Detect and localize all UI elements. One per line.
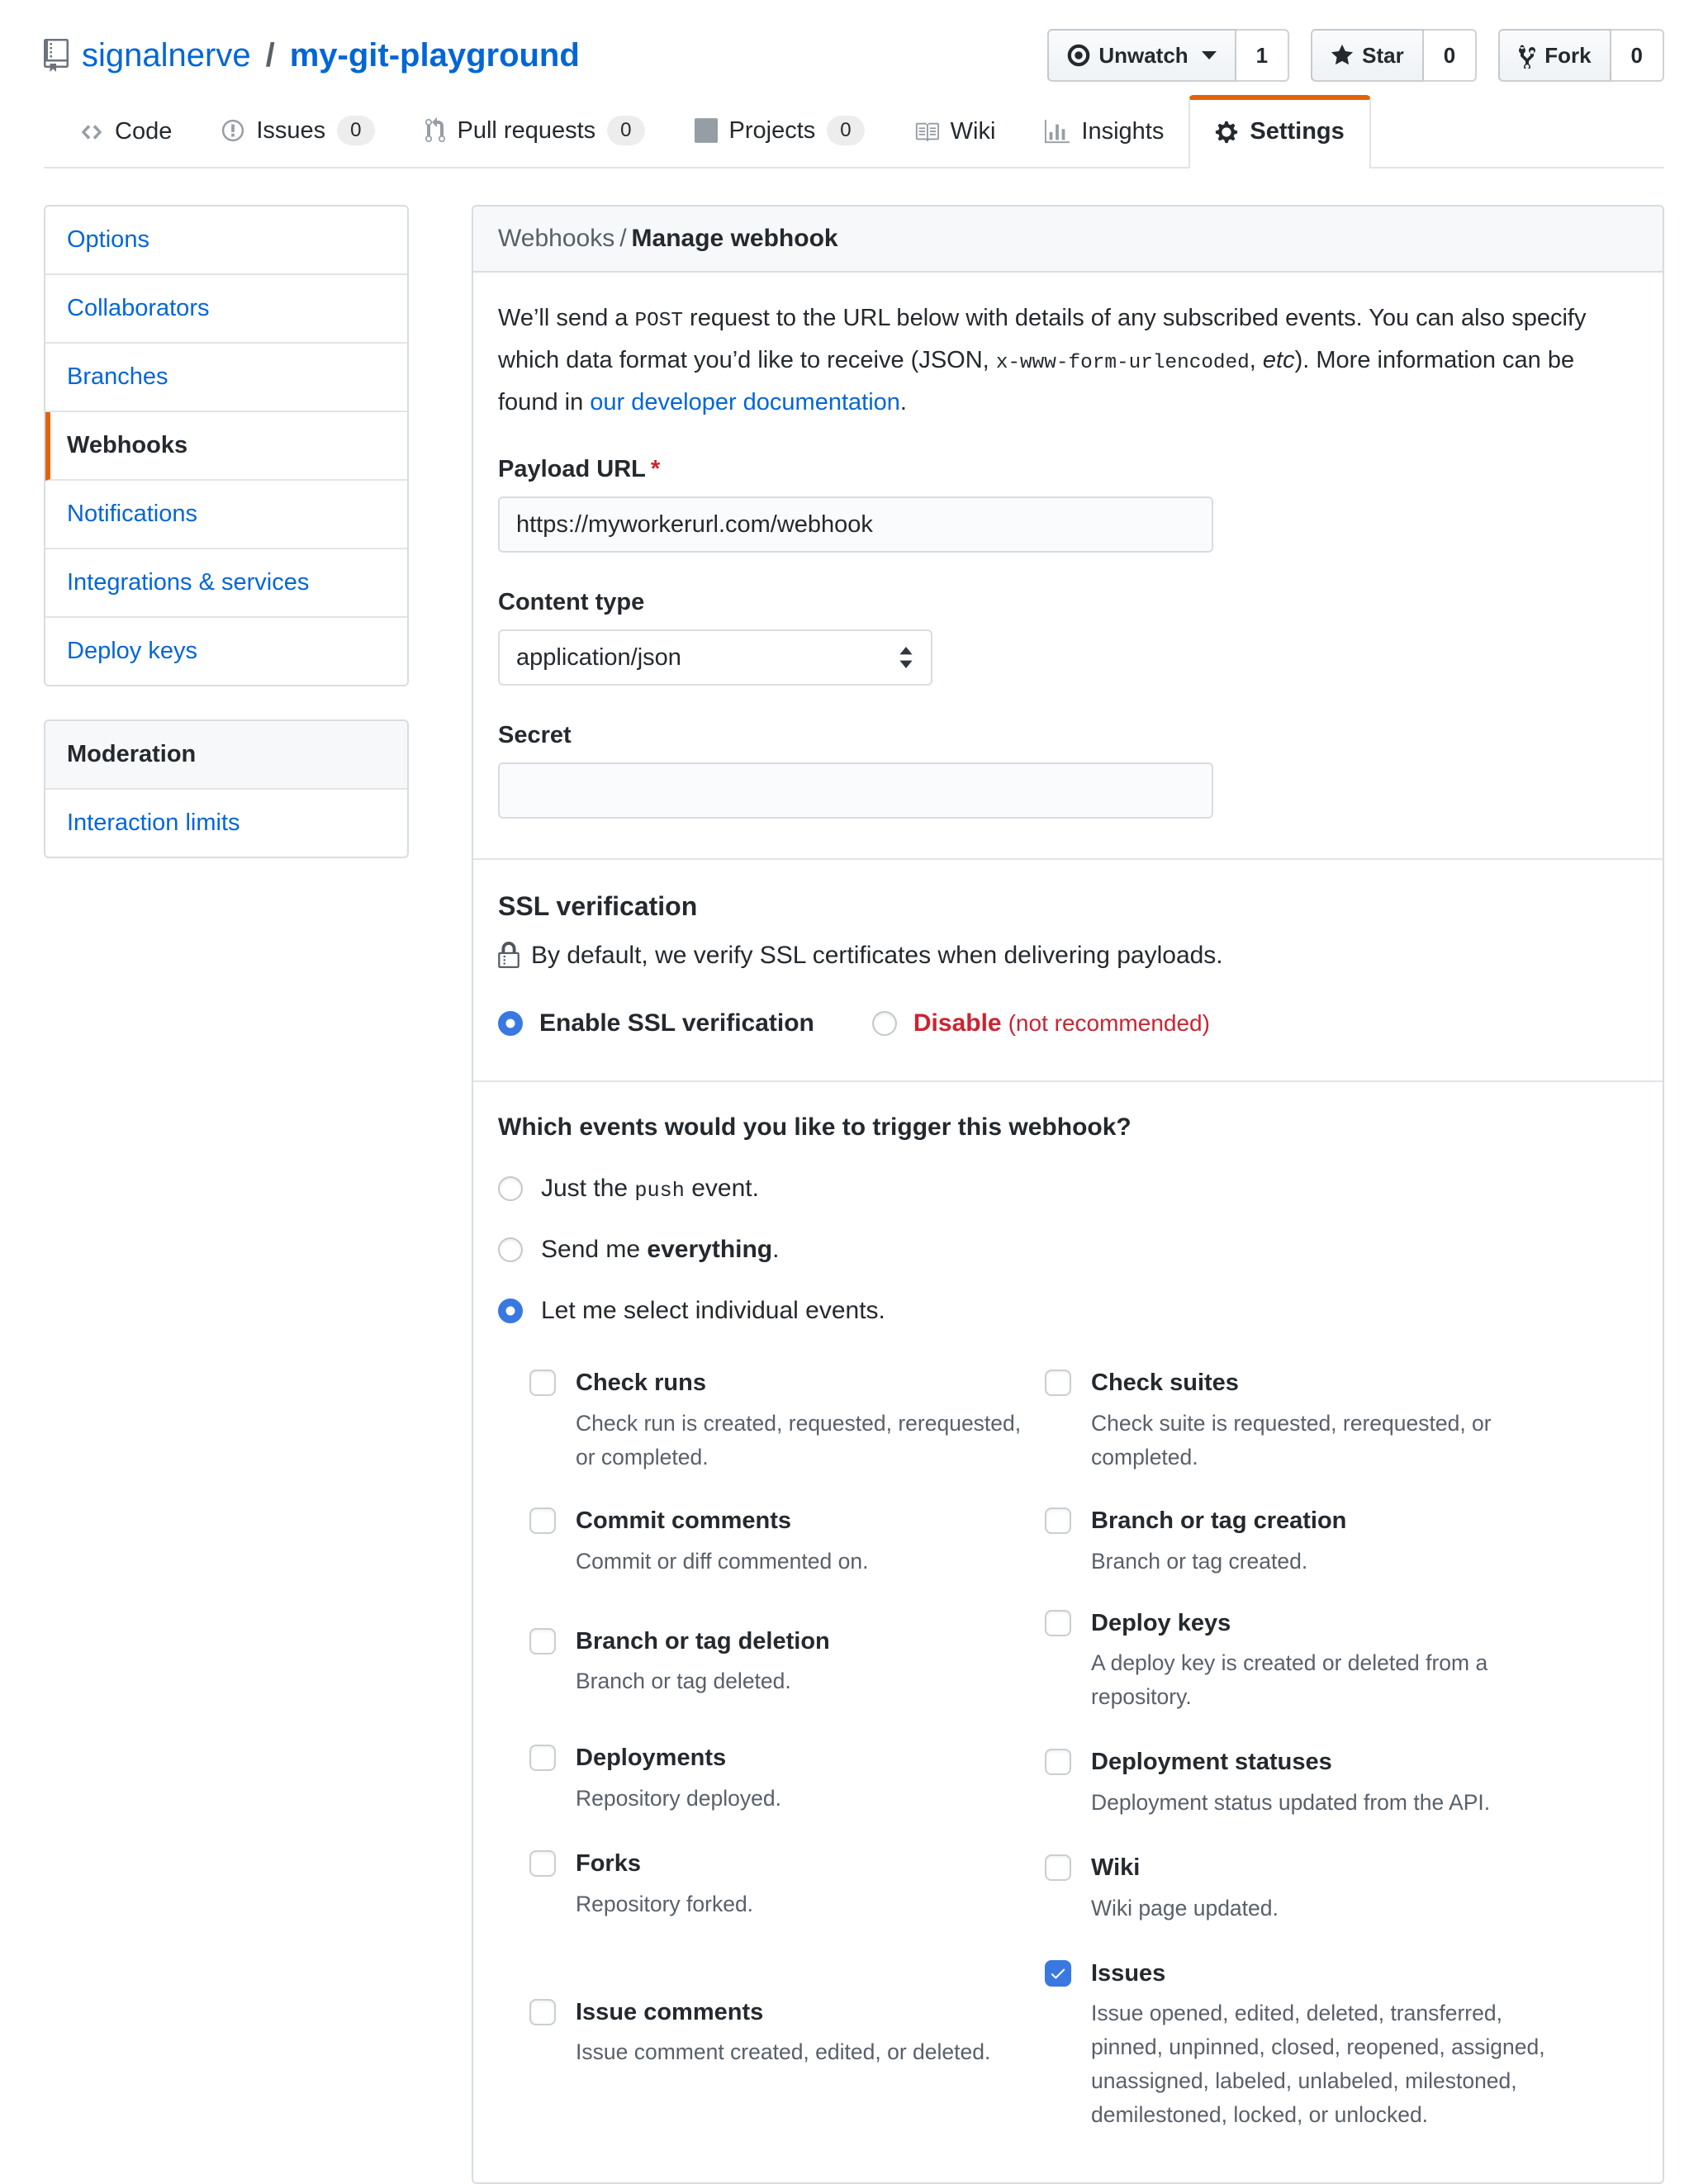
wiki-checkbox[interactable] [1045,1854,1071,1881]
fork-button-group [1498,29,1664,82]
ssl-disable-radio[interactable] [872,1011,897,1036]
ssl-note-text: By default, we verify SSL certificates when delivering payloads. [531,942,1223,970]
unwatch-label: Unwatch [1098,42,1188,68]
sidebar-item-deploy-keys[interactable]: Deploy keys [45,618,407,685]
forks-checkbox[interactable] [529,1850,556,1877]
unwatch-button[interactable] [1047,29,1236,82]
gear-icon [1215,120,1238,145]
tab-settings[interactable]: Settings [1188,95,1370,169]
content-type-select[interactable] [498,629,932,686]
event-wiki: Wiki Wiki page updated. [1045,1851,1638,1925]
event-deployments: Deployments Repository deployed. [529,1741,1045,1816]
breadcrumb-separator: / [619,225,627,252]
branch-tag-deletion-checkbox[interactable] [529,1628,556,1655]
eye-icon [1067,44,1090,67]
secret-label: Secret [498,722,572,749]
pull-request-icon [425,117,446,144]
fork-label: Fork [1544,42,1592,68]
event-issues: Issues Issue opened, edited, deleted, transferred, pinned, unpinned, closed, reopened, assigned, unassigned, labeled, unlabeled, milestoned, demilestoned, locked, or unlocked. [1045,1957,1638,2133]
pull-requests-count-badge: 0 [607,116,644,145]
repo-title-separator: / [265,36,275,74]
graph-icon [1045,120,1070,145]
stars-count[interactable]: 0 [1424,29,1477,82]
sidebar-item-interaction-limits[interactable]: Interaction limits [45,790,407,857]
code-icon [80,121,103,144]
ssl-note [498,942,1638,970]
commit-comments-checkbox[interactable] [529,1507,556,1534]
watchers-count[interactable]: 1 [1236,29,1289,82]
payload-url-label: Payload URL * [498,456,661,483]
fork-button[interactable] [1498,29,1611,82]
repo-nav [44,94,1664,169]
settings-menu [44,205,409,686]
caret-down-icon [1202,51,1217,59]
check-suites-checkbox[interactable] [1045,1370,1071,1396]
tab-wiki[interactable]: Wiki [890,97,1021,167]
secret-group [498,722,1638,819]
moderation-heading: Moderation [45,721,407,790]
sidebar-item-options[interactable]: Options [45,207,407,275]
individual-events-radio[interactable] [498,1299,523,1323]
developer-documentation-link[interactable]: our developer documentation [590,388,900,415]
moderation-menu [44,719,409,858]
projects-count-badge: 0 [827,116,864,145]
event-deploy-keys: Deploy keys A deploy key is created or deleted from a repository. [1045,1607,1638,1715]
sidebar-item-collaborators[interactable]: Collaborators [45,275,407,344]
star-icon [1331,43,1354,68]
star-button-group [1311,29,1477,82]
webhook-panel [472,205,1664,2184]
event-deployment-statuses: Deployment statuses Deployment status updated from the API. [1045,1745,1638,1820]
tab-insights[interactable]: Insights [1020,97,1188,167]
ssl-enable-label: Enable SSL verification [539,1009,814,1037]
event-forks: Forks Repository forked. [529,1847,1045,1921]
just-push-radio[interactable] [498,1176,523,1201]
forks-count[interactable]: 0 [1611,29,1664,82]
sidebar-item-integrations[interactable]: Integrations & services [45,549,407,618]
ssl-enable-radio[interactable] [498,1011,523,1036]
content-type-value: application/json [516,643,681,671]
deploy-keys-checkbox[interactable] [1045,1610,1071,1636]
required-asterisk: * [650,456,661,483]
tab-code[interactable]: Code [55,97,197,167]
check-runs-checkbox[interactable] [529,1370,556,1396]
option-individual-events: Let me select individual events. [498,1297,1638,1325]
events-grid [498,1366,1638,2132]
watch-button-group [1047,29,1289,82]
issues-checkbox[interactable] [1045,1960,1071,1987]
star-button[interactable] [1311,29,1424,82]
sidebar-item-branches[interactable]: Branches [45,344,407,412]
issue-comments-checkbox[interactable] [529,1999,556,2025]
lock-icon [498,942,520,970]
event-check-runs: Check runs Check run is created, requested, rerequested, or completed. [529,1366,1045,1474]
content-type-label: Content type [498,589,645,616]
events-question: Which events would you like to trigger this webhook? [498,1113,1132,1142]
issue-icon [221,118,244,143]
repo-owner-link[interactable]: signalnerve [82,36,251,74]
ssl-section-title: SSL verification [498,891,698,922]
branch-tag-creation-checkbox[interactable] [1045,1507,1071,1534]
breadcrumb-webhooks-link[interactable]: Webhooks [498,225,615,252]
event-branch-tag-deletion: Branch or tag deletion Branch or tag deleted. [529,1625,1045,1699]
deployments-checkbox[interactable] [529,1745,556,1771]
star-label: Star [1362,42,1404,68]
payload-url-group [498,456,1638,553]
repo-actions [1047,29,1664,82]
event-check-suites: Check suites Check suite is requested, rerequested, or completed. [1045,1366,1638,1474]
content-type-group [498,589,1638,686]
option-just-push: Just the push event. [498,1175,1638,1203]
project-board-icon [695,118,718,143]
events-section [473,1082,1663,2182]
repo-icon [44,39,69,72]
ssl-enable-option [498,1009,814,1037]
issues-count-badge: 0 [337,116,374,145]
sidebar-item-webhooks[interactable]: Webhooks [45,412,407,481]
ssl-verification-section [473,860,1663,1080]
event-commit-comments: Commit comments Commit or diff commented on. [529,1504,1045,1579]
deployment-statuses-checkbox[interactable] [1045,1749,1071,1775]
ssl-disable-note: (not recommended) [1008,1010,1210,1037]
book-icon [914,120,939,145]
tab-projects[interactable]: Projects 0 [670,94,890,167]
settings-sidebar [44,205,409,858]
panel-breadcrumb [473,207,1663,273]
select-arrows-icon [898,644,914,671]
secret-input[interactable] [498,762,1213,819]
everything-radio[interactable] [498,1237,523,1262]
repo-title [44,37,580,74]
ssl-disable-option [872,1009,1210,1037]
sidebar-item-notifications[interactable]: Notifications [45,481,407,549]
ssl-disable-label: Disable [913,1009,1002,1037]
tab-issues[interactable]: Issues 0 [197,94,399,167]
event-branch-tag-creation: Branch or tag creation Branch or tag created. [1045,1504,1638,1579]
option-everything: Send me everything. [498,1236,1638,1264]
event-issue-comments: Issue comments Issue comment created, edited, or deleted. [529,1996,1045,2070]
repo-name-link[interactable]: my-git-playground [289,36,580,74]
tab-pull-requests[interactable]: Pull requests 0 [400,94,670,167]
fork-icon [1518,42,1536,69]
webhook-intro-text: We’ll send a POST request to the URL below with details of any subscribed events. You can also specify which data format you’d like to receive (JSON, x-www-form-urlencoded, etc). More information can be found in our developer documentation. [498,305,1587,415]
breadcrumb-current: Manage webhook [631,225,838,252]
repo-header [44,0,1664,86]
payload-url-input[interactable] [498,496,1213,553]
